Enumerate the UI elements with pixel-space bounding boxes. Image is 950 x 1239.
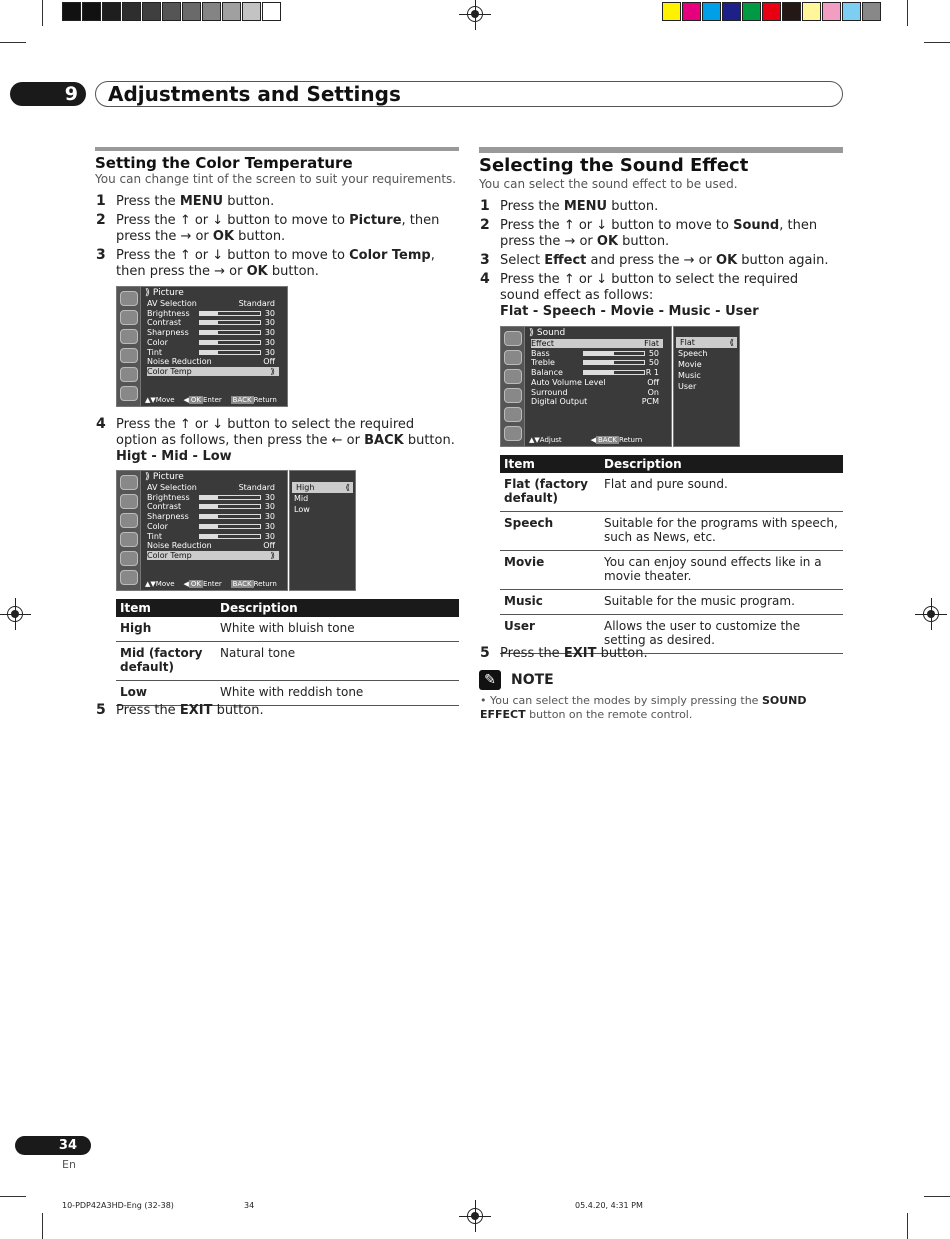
picture-menu-osd bbox=[116, 470, 288, 591]
table-row: Flat (factory default) Flat and pure sound. bbox=[500, 473, 843, 512]
osd-menu-icon bbox=[504, 369, 522, 384]
table-header: Item Description bbox=[500, 455, 843, 473]
osd-row: Digital Output PCM bbox=[531, 397, 659, 407]
osd-row: AV Selection Standard bbox=[147, 299, 275, 308]
osd-row: Contrast 30 bbox=[147, 502, 275, 512]
osd-title: ⟫ Picture bbox=[145, 472, 184, 482]
color-swatch bbox=[682, 2, 701, 21]
osd-level-bar bbox=[199, 524, 261, 529]
osd-row: Color 30 bbox=[147, 521, 275, 531]
registration-mark-icon bbox=[464, 3, 486, 25]
step-number: 4 bbox=[96, 416, 106, 432]
gray-swatch bbox=[82, 2, 101, 21]
table-row: Music Suitable for the music program. bbox=[500, 590, 843, 615]
gray-swatch bbox=[162, 2, 181, 21]
note-body: • You can select the modes by simply pressing the SOUND EFFECT button on the remote control. bbox=[480, 694, 807, 721]
step-number: 2 bbox=[480, 217, 490, 233]
osd-menu-icon bbox=[120, 570, 138, 585]
osd-row: Brightness 30 bbox=[147, 308, 275, 318]
osd-row: Tint 30 bbox=[147, 531, 275, 541]
osd-level-bar bbox=[199, 495, 261, 500]
color-swatch bbox=[862, 2, 881, 21]
gray-swatch bbox=[102, 2, 121, 21]
osd-menu-icon bbox=[120, 386, 138, 401]
section-heading: Setting the Color Temperature bbox=[95, 154, 353, 172]
osd-row: Noise Reduction Off bbox=[147, 357, 275, 367]
instruction-step: 5 Press the EXIT button. bbox=[480, 645, 648, 661]
osd-level-bar bbox=[199, 350, 261, 355]
osd-row: Surround On bbox=[531, 387, 659, 397]
popup-option: Speech bbox=[678, 349, 708, 358]
footer-date: 05.4.20, 4:31 PM bbox=[575, 1201, 643, 1210]
osd-menu-icon bbox=[120, 494, 138, 509]
footer-file: 10-PDP42A3HD-Eng (32-38) bbox=[62, 1201, 174, 1210]
osd-row: Noise Reduction Off bbox=[147, 541, 275, 551]
options-sequence: Higt - Mid - Low bbox=[116, 449, 232, 464]
step-number: 3 bbox=[96, 247, 106, 263]
osd-row: Contrast 30 bbox=[147, 318, 275, 328]
color-swatch bbox=[782, 2, 801, 21]
osd-level-bar bbox=[199, 330, 261, 335]
color-swatch bbox=[702, 2, 721, 21]
instruction-step: 2 Press the ↑ or ↓ button to move to Sound, then press the → or OK button. bbox=[480, 217, 818, 249]
osd-sidebar bbox=[117, 287, 141, 406]
osd-row: Balance R 1 bbox=[531, 368, 659, 378]
osd-menu-icon bbox=[120, 532, 138, 547]
osd-footer: ▲▼Adjust ◀ BACK Return bbox=[529, 436, 643, 444]
section-subtitle: You can change tint of the screen to suit your requirements. bbox=[95, 172, 457, 186]
table-row: Movie You can enjoy sound effects like in a movie theater. bbox=[500, 551, 843, 590]
osd-footer: ▲▼Move ◀ OK Enter BACK Return bbox=[145, 580, 277, 588]
osd-row: AV Selection Standard bbox=[147, 483, 275, 492]
osd-row: Color Temp ⟫ bbox=[147, 367, 279, 376]
gray-swatch bbox=[202, 2, 221, 21]
popup-option: High ⟪ bbox=[292, 482, 353, 493]
osd-row: Bass 50 bbox=[531, 348, 659, 358]
osd-level-bar bbox=[199, 320, 261, 325]
color-swatch bbox=[842, 2, 861, 21]
osd-row: Auto Volume Level Off bbox=[531, 377, 659, 387]
registration-mark-icon bbox=[4, 603, 26, 625]
instruction-step: 2 Press the ↑ or ↓ button to move to Picture, then press the → or OK button. bbox=[96, 212, 440, 244]
section-heading: Selecting the Sound Effect bbox=[479, 155, 749, 176]
gray-swatch bbox=[262, 2, 281, 21]
popup-option: User bbox=[678, 382, 697, 391]
color-swatch bbox=[802, 2, 821, 21]
color-swatch bbox=[762, 2, 781, 21]
popup-option: Music bbox=[678, 371, 701, 380]
popup-option: Mid bbox=[294, 494, 309, 503]
color-swatch bbox=[722, 2, 741, 21]
step-number: 1 bbox=[96, 193, 106, 209]
step-number: 3 bbox=[480, 252, 490, 268]
color-swatch bbox=[662, 2, 681, 21]
instruction-step: 3 Select Effect and press the → or OK button again. bbox=[480, 252, 829, 268]
table-row: Low White with reddish tone bbox=[116, 681, 459, 706]
instruction-step: 1 Press the MENU button. bbox=[96, 193, 275, 209]
osd-level-bar bbox=[199, 311, 261, 316]
table-row: Speech Suitable for the programs with speech, such as News, etc. bbox=[500, 512, 843, 551]
osd-sidebar bbox=[117, 471, 141, 590]
table-header: Item Description bbox=[116, 599, 459, 617]
color-swatch bbox=[822, 2, 841, 21]
footer-page: 34 bbox=[244, 1201, 255, 1210]
osd-menu-icon bbox=[120, 291, 138, 306]
gray-swatch bbox=[242, 2, 261, 21]
table-row: Mid (factory default) Natural tone bbox=[116, 642, 459, 681]
page-number: 34 bbox=[15, 1136, 91, 1155]
osd-menu-icon bbox=[504, 350, 522, 365]
picture-menu-osd bbox=[116, 286, 288, 407]
options-sequence: Flat - Speech - Movie - Music - User bbox=[500, 304, 759, 319]
gray-swatch bbox=[122, 2, 141, 21]
osd-row: Sharpness 30 bbox=[147, 328, 275, 338]
osd-menu-icon bbox=[504, 388, 522, 403]
osd-title: ⟫ Sound bbox=[529, 328, 566, 338]
sound-effect-table bbox=[500, 455, 843, 654]
instruction-step: 1 Press the MENU button. bbox=[480, 198, 659, 214]
chapter-number: 9 bbox=[10, 82, 86, 106]
osd-row: Color 30 bbox=[147, 337, 275, 347]
step-number: 4 bbox=[480, 271, 490, 287]
note-pencil-icon: ✎ bbox=[479, 670, 501, 690]
osd-menu-icon bbox=[120, 551, 138, 566]
osd-menu-icon bbox=[504, 331, 522, 346]
osd-level-bar bbox=[199, 514, 261, 519]
registration-mark-icon bbox=[464, 1205, 486, 1227]
gray-swatch bbox=[62, 2, 81, 21]
popup-option: Low bbox=[294, 505, 310, 514]
osd-title: ⟫ Picture bbox=[145, 288, 184, 298]
osd-row: Treble 50 bbox=[531, 358, 659, 368]
instruction-step: 4 Press the ↑ or ↓ button to select the required sound effect as follows: bbox=[480, 271, 799, 303]
popup-option: Movie bbox=[678, 360, 702, 369]
step-number: 5 bbox=[480, 645, 490, 661]
osd-menu-icon bbox=[120, 310, 138, 325]
page-language: En bbox=[62, 1158, 76, 1171]
sound-menu-osd bbox=[500, 326, 672, 447]
section-rule bbox=[479, 147, 843, 153]
step-number: 5 bbox=[96, 702, 106, 718]
osd-sidebar bbox=[501, 327, 525, 446]
section-subtitle: You can select the sound effect to be used. bbox=[479, 177, 738, 191]
osd-menu-icon bbox=[120, 513, 138, 528]
osd-menu-icon bbox=[504, 426, 522, 441]
color-temp-popup bbox=[289, 470, 356, 591]
osd-level-bar bbox=[199, 504, 261, 509]
osd-row: Tint 30 bbox=[147, 347, 275, 357]
osd-level-bar bbox=[583, 351, 645, 356]
color-temp-table bbox=[116, 599, 459, 706]
step-number: 1 bbox=[480, 198, 490, 214]
osd-level-bar bbox=[199, 534, 261, 539]
osd-level-bar bbox=[199, 340, 261, 345]
table-row: High White with bluish tone bbox=[116, 617, 459, 642]
gray-swatch bbox=[182, 2, 201, 21]
osd-menu-icon bbox=[120, 475, 138, 490]
osd-row: Brightness 30 bbox=[147, 492, 275, 502]
osd-row: Sharpness 30 bbox=[147, 512, 275, 522]
registration-mark-icon bbox=[920, 603, 942, 625]
osd-menu-icon bbox=[120, 348, 138, 363]
popup-option: Flat ⟪ bbox=[676, 337, 737, 348]
osd-level-bar bbox=[583, 370, 645, 375]
osd-level-bar bbox=[583, 360, 645, 365]
osd-menu-icon bbox=[504, 407, 522, 422]
instruction-step: 5 Press the EXIT button. bbox=[96, 702, 264, 718]
color-swatch bbox=[742, 2, 761, 21]
gray-swatch bbox=[222, 2, 241, 21]
table-row: User Allows the user to customize the setting as desired. bbox=[500, 615, 843, 654]
chapter-title: Adjustments and Settings bbox=[95, 81, 843, 107]
note-title: NOTE bbox=[511, 672, 554, 688]
instruction-step: 4 Press the ↑ or ↓ button to select the required option as follows, then press the ← or BACK button. bbox=[96, 416, 455, 448]
section-rule bbox=[95, 147, 459, 151]
osd-footer: ▲▼Move ◀ OK Enter BACK Return bbox=[145, 396, 277, 404]
sound-effect-popup bbox=[673, 326, 740, 447]
step-number: 2 bbox=[96, 212, 106, 228]
instruction-step: 3 Press the ↑ or ↓ button to move to Color Temp, then press the → or OK button. bbox=[96, 247, 435, 279]
gray-swatch bbox=[142, 2, 161, 21]
osd-menu-icon bbox=[120, 329, 138, 344]
osd-menu-icon bbox=[120, 367, 138, 382]
osd-row: Effect Flat bbox=[531, 339, 663, 348]
osd-row: Color Temp ⟫ bbox=[147, 551, 279, 560]
